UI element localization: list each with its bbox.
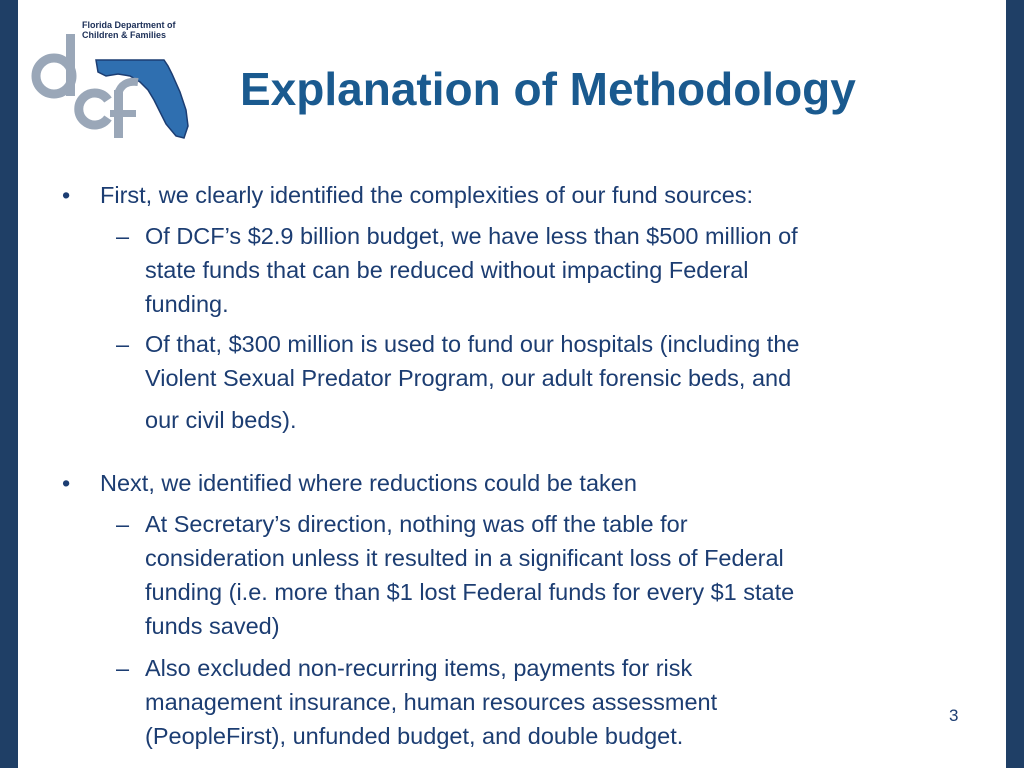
text-line: At Secretary’s direction, nothing was off the table for [145, 511, 688, 537]
logo-org-line1: Florida Department of [82, 20, 176, 30]
bullet-text: Next, we identified where reductions could be taken [100, 470, 637, 496]
text-line: funding (i.e. more than $1 lost Federal funds for every $1 state [145, 579, 795, 605]
logo-org-name [82, 20, 192, 40]
bullet-text: First, we clearly identified the complexities of our fund sources: [100, 182, 754, 208]
sub-bullet-text [145, 327, 799, 437]
text-line: (PeopleFirst), unfunded budget, and double budget. [145, 723, 684, 749]
text-line: funding. [145, 291, 229, 317]
text-line: Violent Sexual Predator Program, our adult forensic beds, and [145, 365, 792, 391]
slide [18, 0, 1006, 768]
sub-bullet-text [145, 651, 717, 753]
slide-title: Explanation of Methodology [240, 63, 856, 115]
text-line: management insurance, human resources assessment [145, 689, 718, 715]
text-line: Of that, $300 million is used to fund our hospitals (including the [145, 331, 800, 357]
text-line: state funds that can be reduced without impacting Federal [145, 257, 749, 283]
logo-org-line2: Children & Families [82, 30, 167, 40]
bullet-marker: • [62, 182, 71, 208]
sub-bullet-text [145, 507, 794, 643]
text-line: consideration unless it resulted in a significant loss of Federal [145, 545, 784, 571]
bullet-item [18, 178, 1006, 212]
text-line: our civil beds). [145, 407, 297, 433]
bullet-marker: • [62, 470, 71, 496]
dcf-logo [26, 14, 196, 142]
text-line: Of DCF’s $2.9 billion budget, we have less than $500 million of [145, 223, 798, 249]
text-line: funds saved) [145, 613, 280, 639]
sub-bullet-text [145, 219, 798, 321]
page-number: 3 [949, 706, 959, 725]
text-line: Also excluded non-recurring items, payments for risk [145, 655, 693, 681]
dash-marker: – [116, 223, 130, 249]
dash-marker: – [116, 511, 130, 537]
bullet-item [18, 466, 1006, 500]
dash-marker: – [116, 331, 130, 357]
dash-marker: – [116, 655, 130, 681]
